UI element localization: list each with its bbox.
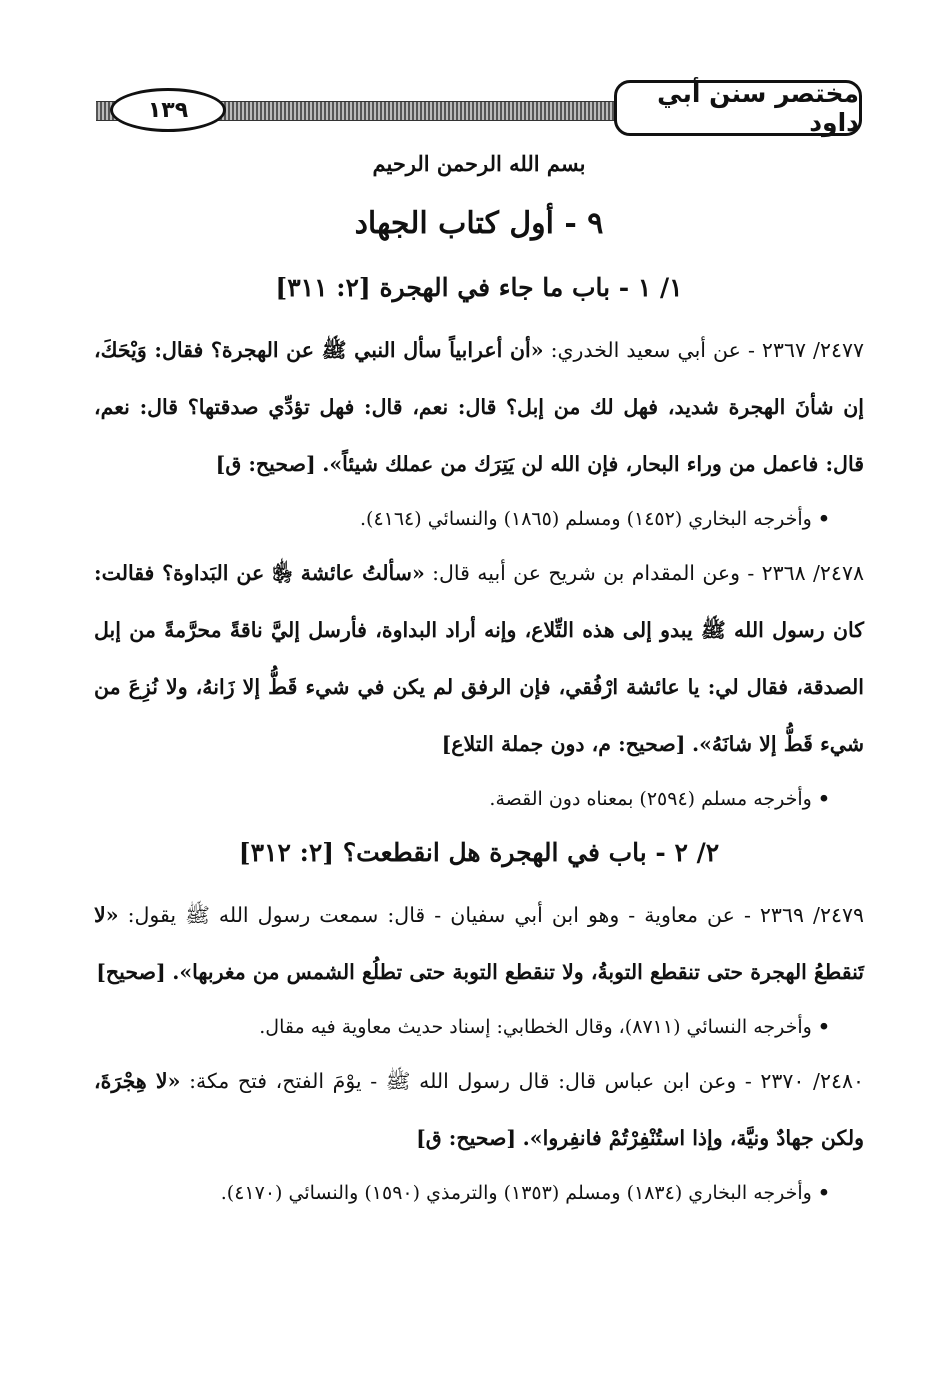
hadith-intro: عن معاوية - وهو ابن أبي سفيان - قال: سمعت رسول الله ﷺ يقول: <box>127 903 735 927</box>
note-text: وأخرجه البخاري (١٤٥٢) ومسلم (١٨٦٥) والنسائي (٤١٦٤). <box>359 508 812 530</box>
hadith-paragraph <box>94 1053 864 1167</box>
hadith-grade: [صحيح: م، دون جملة التلاع] <box>441 732 686 756</box>
hadith-intro: وعن المقدام بن شريح عن أبيه قال: <box>432 561 741 585</box>
hadith-grade: [صحيح] <box>96 960 166 984</box>
note-text: وأخرجه البخاري (١٨٣٤) ومسلم (١٣٥٣) والترمذي (١٥٩٠) والنسائي (٤١٧٠). <box>220 1182 812 1204</box>
hadith-number: ٢٤٧٧/ ٢٣٦٧ - <box>747 338 864 362</box>
note-text: وأخرجه النسائي (٨٧١١)، وقال الخطابي: إسناد حديث معاوية فيه مقال. <box>259 1016 812 1038</box>
bab-title: ١/ ١ - باب ما جاء في الهجرة [٢: ٣١١] <box>275 273 683 302</box>
hadith-paragraph <box>94 322 864 493</box>
page-content <box>94 142 864 1219</box>
takhrij-note <box>94 1167 864 1219</box>
takhrij-note <box>94 773 864 825</box>
page-header <box>96 78 862 137</box>
bullet-icon: • <box>817 1182 830 1204</box>
bab-title: ٢/ ٢ - باب في الهجرة هل انقطعت؟ [٢: ٣١٢] <box>238 838 720 867</box>
bullet-icon: • <box>817 508 830 530</box>
hadith-grade: [صحيح: ق] <box>416 1126 517 1150</box>
hadith-text: «أن أعرابياً سأل النبي ﷺ عن الهجرة؟ فقال: وَيْحَكَ، إن شأنَ الهجرة شديد، فهل لك من إبل؟ قال: نعم، قال: فهل تؤدِّي صدقتها؟ قال: نعم، قال: فاعمل من وراء البحار، فإن الله لن يَتِرَك من عملك شيئاً». <box>94 338 864 476</box>
note-text: وأخرجه مسلم (٢٥٩٤) بمعناه دون القصة. <box>489 788 812 810</box>
hadith-number: ٢٤٧٨/ ٢٣٦٨ - <box>747 561 864 585</box>
hadith-text: «لا تَنقطعُ الهجرة حتى تنقطع التوبةُ، ولا تنقطع التوبة حتى تطلُع الشمس من مغربها». <box>94 903 864 984</box>
bullet-icon: • <box>817 1016 830 1038</box>
hadith-number: ٢٤٧٩/ ٢٣٦٩ - <box>743 903 864 927</box>
basmala: بسم الله الرحمن الرحيم <box>372 151 586 176</box>
hadith-text: «سألتُ عائشة ﵂ عن البَداوة؟ فقالت: كان رسول الله ﷺ يبدو إلى هذه التِّلاع، وإنه أراد البداوة، فأرسل إليَّ ناقةً محرَّمةً من إبل الصدقة، فقال لي: يا عائشة ارْفُقي، فإن الرفق لم يكن في شيء قَطُّ إلا زَانهُ، ولا نُزِعَ من شيء قَطُّ إلا شانَهُ». <box>94 561 864 756</box>
hadith-number: ٢٤٨٠/ ٢٣٧٠ - <box>744 1069 864 1093</box>
chapter-title: ٩ - أول كتاب الجهاد <box>354 206 604 241</box>
hadith-grade: [صحيح: ق] <box>215 452 316 476</box>
takhrij-note <box>94 493 864 545</box>
hadith-intro: وعن ابن عباس قال: قال رسول الله ﷺ - يوْمَ الفتح، فتح مكة: <box>189 1069 737 1093</box>
page-number: ١٣٩ <box>110 88 226 132</box>
hadith-paragraph <box>94 887 864 1001</box>
bullet-icon: • <box>817 788 830 810</box>
hadith-intro: عن أبي سعيد الخدري: <box>550 338 741 362</box>
takhrij-note <box>94 1001 864 1053</box>
hadith-text: «لا هِجْرَةَ، ولكن جهادٌ ونيَّة، وإذا استُنْفِرْتُمْ فانفِروا». <box>94 1069 864 1150</box>
hadith-paragraph <box>94 545 864 773</box>
book-title: مختصر سنن أبي داود <box>614 80 862 136</box>
